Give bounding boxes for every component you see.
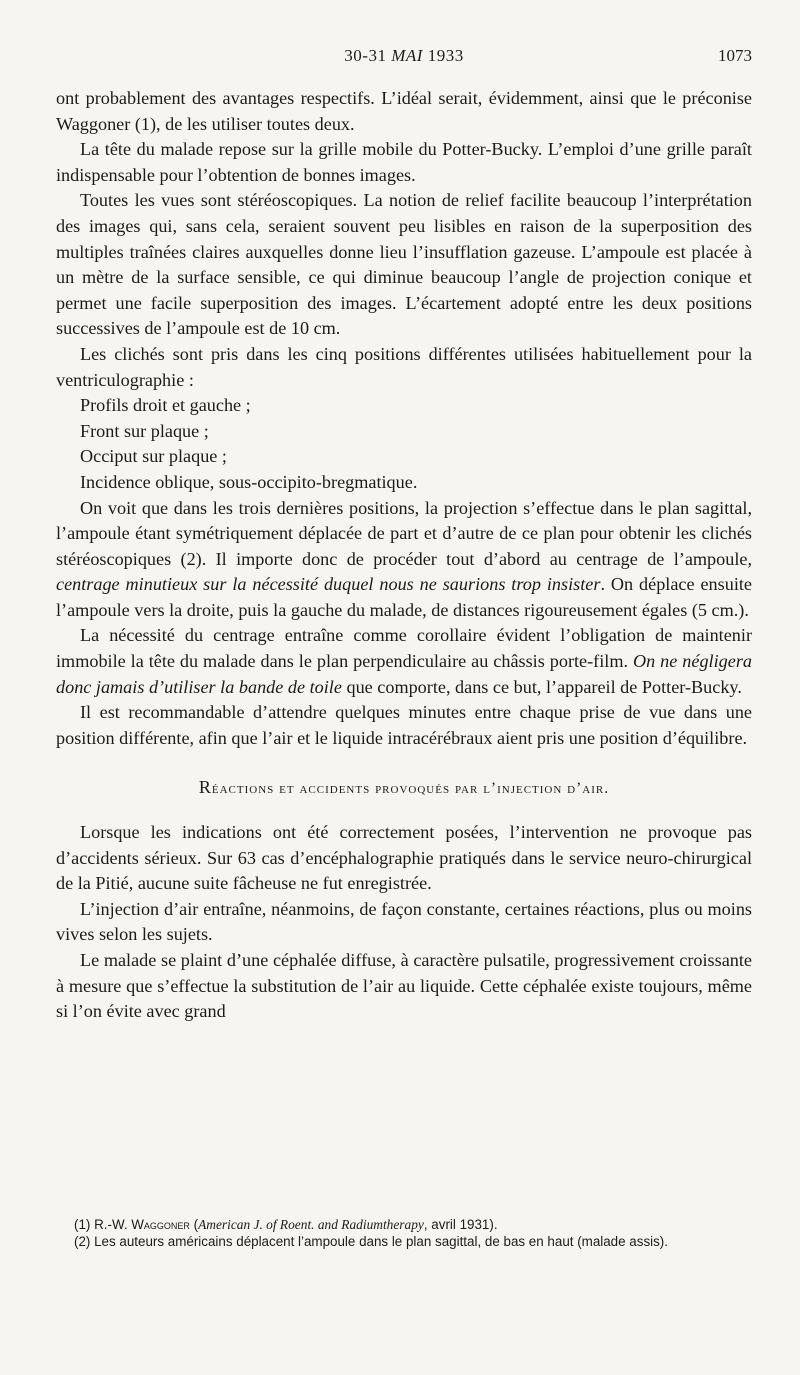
paragraph: Lorsque les indications ont été correctement posées, l’intervention ne provoque pas d’accidents sérieux. Sur 63 cas d’encéphalographie pratiqués dans le service neuro-chirurgical de la Pitié, aucune suite fâcheuse ne fut enregistrée.: [56, 822, 752, 894]
list-item: Front sur plaque ;: [80, 420, 209, 441]
paragraph: On voit que dans les trois dernières positions, la projection s’effectue dans le plan sagittal, l’ampoule étant symétriquement déplacée de part et d’autre de ce plan pour obtenir les clichés stéréoscopiques (2). Il importe donc de procéder tout d’abord au centrage de l’ampoule, centrage minutieux sur la nécessité duquel nous ne saurions trop insister. On déplace ensuite l’ampoule vers la droite, puis la gauche du malade, de distances rigoureusement égales (5 cm.).: [56, 497, 753, 620]
footnotes: [74, 1216, 752, 1250]
list-item: Profils droit et gauche ;: [80, 395, 251, 416]
paragraph: Le malade se plaint d’une céphalée diffuse, à caractère pulsatile, progressivement croissante à mesure que s’effectue la substitution de l’air au liquide. Cette céphalée existe toujours, même si l’on évite avec grand: [56, 950, 752, 1022]
page-number: 1073: [718, 46, 752, 65]
paragraph: L’injection d’air entraîne, néanmoins, de façon constante, certaines réactions, plus ou moins vives selon les sujets.: [56, 898, 752, 945]
emphasis: centrage minutieux sur la nécessité duquel nous ne saurions trop insister: [56, 574, 601, 595]
section-heading: Réactions et accidents provoqués par l’injection d’air.: [198, 777, 610, 798]
paragraph: Il est recommandable d’attendre quelques minutes entre chaque prise de vue dans une position différente, afin que l’air et le liquide intracérébraux aient pris une position d’équilibre.: [56, 702, 752, 748]
paragraph: La nécessité du centrage entraîne comme corollaire évident l’obligation de maintenir immobile la tête du malade dans le plan perpendiculaire au châssis porte-film. On ne négligera donc jamais d’utiliser la bande de toile que comporte, dans ce but, l’appareil de Potter-Bucky.: [56, 625, 752, 697]
footnote-1: (1) R.-W. Waggoner (American J. of Roent. and Radiumtherapy, avril 1931).: [74, 1217, 498, 1232]
paragraph: Toutes les vues sont stéréoscopiques. La notion de relief facilite beaucoup l’interprétation des images qui, sans cela, seraient souvent peu lisibles en raison de la superposition des multiples traînées claires auxquelles donne lieu l’insufflation gazeuse. L’ampoule est placée à un mètre de la surface sensible, ce qui diminue beaucoup l’angle de projection conique et permet une facile superposition des images. L’écartement adopté entre les deux positions successives de l’ampoule est de 10 cm.: [56, 190, 752, 339]
paragraph: Les clichés sont pris dans les cinq positions différentes utilisées habituellement pour la ventriculographie :: [56, 343, 752, 390]
footnote-2: (2) Les auteurs américains déplacent l’ampoule dans le plan sagittal, de bas en haut (malade assis).: [74, 1234, 668, 1249]
main-text: [56, 86, 752, 1025]
paragraph: La tête du malade repose sur la grille mobile du Potter-Bucky. L’emploi d’une grille paraît indispensable pour l’obtention de bonnes images.: [56, 139, 752, 185]
list-item: Incidence oblique, sous-occipito-bregmatique.: [80, 471, 418, 492]
paragraph: ont probablement des avantages respectifs. L’idéal serait, évidemment, ainsi que le préconise Waggoner (1), de les utiliser toutes deux.: [56, 88, 752, 134]
running-head: 30-31 MAI 1933: [344, 46, 464, 65]
list-item: Occiput sur plaque ;: [80, 446, 227, 467]
emphasis: On ne négligera donc jamais d’utiliser la bande de toile: [56, 651, 752, 697]
page-header: [56, 46, 752, 70]
